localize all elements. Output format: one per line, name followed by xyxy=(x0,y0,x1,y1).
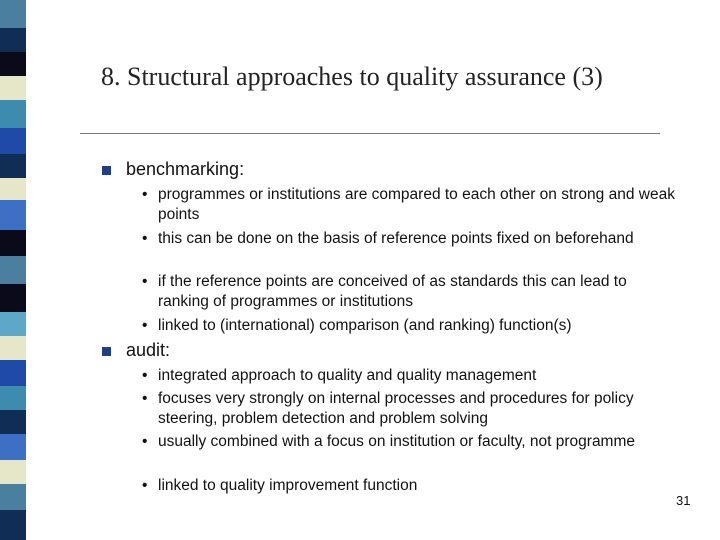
dot-icon: • xyxy=(142,317,148,334)
dot-icon: • xyxy=(142,367,148,384)
dot-icon: • xyxy=(142,186,148,203)
sub-bullet: • programmes or institutions are compared to each other on strong and weak points xyxy=(142,186,675,223)
decorative-side-stripe xyxy=(0,0,26,540)
sub-bullet: • linked to quality improvement function xyxy=(142,477,418,494)
sub-bullet: • usually combined with a focus on institution or faculty, not programme xyxy=(142,433,636,450)
bullet-icon xyxy=(102,347,111,356)
sub-bullet: • if the reference points are conceived of as standards this can lead to ranking of programmes or institutions xyxy=(142,273,627,310)
dot-icon: • xyxy=(142,433,148,450)
sub-bullet: • this can be done on the basis of reference points fixed on beforehand xyxy=(142,230,634,247)
bullet-benchmarking: benchmarking: xyxy=(126,159,245,179)
dot-icon: • xyxy=(142,230,148,247)
slide-title: 8. Structural approaches to quality assurance (3) xyxy=(101,62,603,91)
title-divider xyxy=(80,133,660,134)
bullet-icon xyxy=(102,166,111,175)
dot-icon: • xyxy=(142,390,148,407)
bullet-audit: audit: xyxy=(126,340,171,360)
page-number: 31 xyxy=(676,493,691,508)
sub-bullet: • integrated approach to quality and quality management xyxy=(142,367,537,384)
sub-bullet: • linked to (international) comparison (and ranking) function(s) xyxy=(142,317,572,334)
sub-bullet: • focuses very strongly on internal processes and procedures for policy steering, problem detection and problem solving xyxy=(142,390,634,427)
dot-icon: • xyxy=(142,477,148,494)
dot-icon: • xyxy=(142,273,148,290)
